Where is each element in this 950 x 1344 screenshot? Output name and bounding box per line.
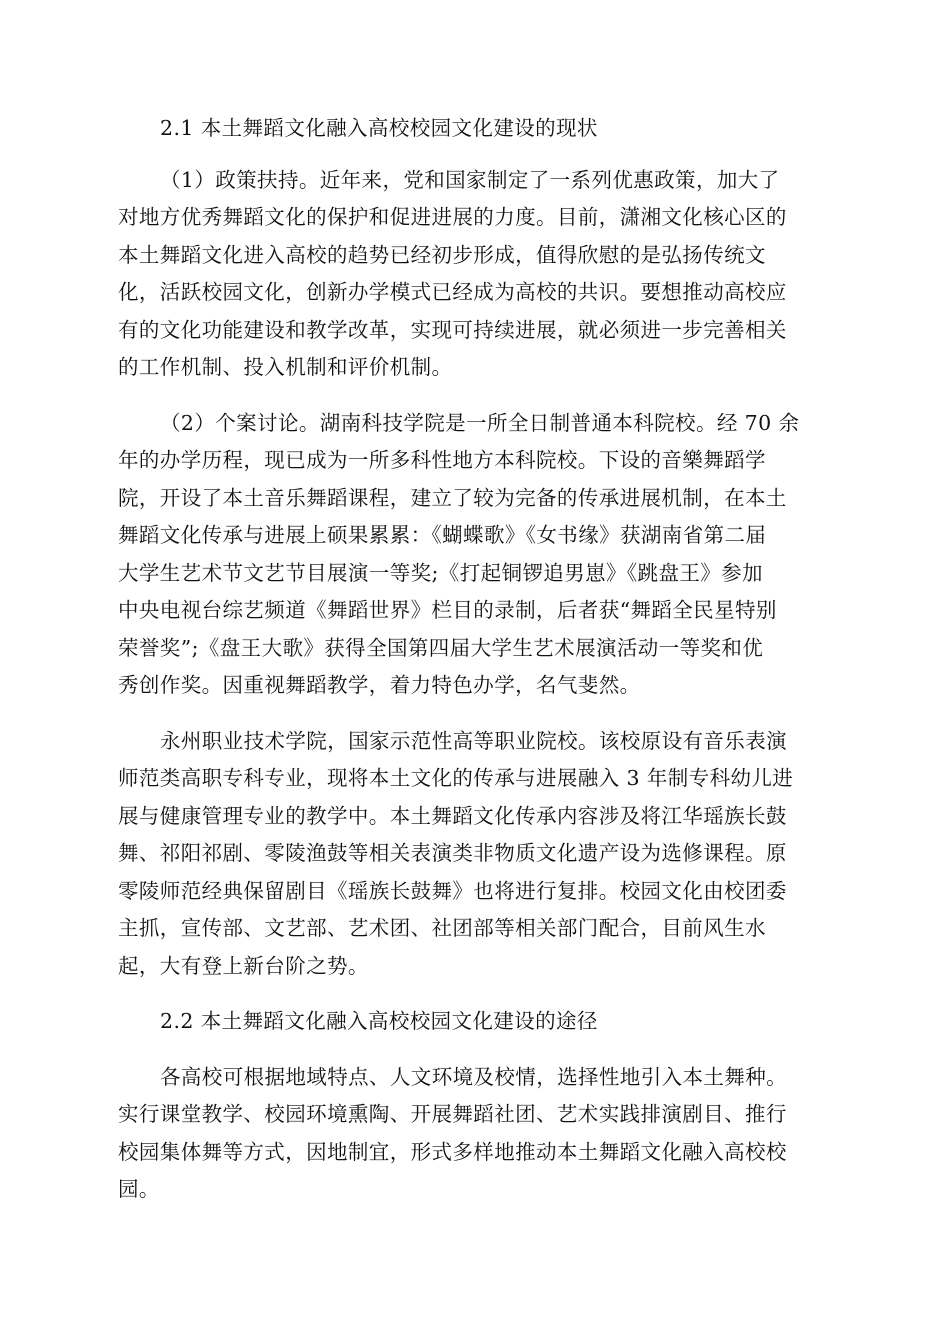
paragraph-line: 起，大有登上新台阶之势。 — [118, 953, 369, 978]
paragraph-line: 秀创作奖。因重视舞蹈教学，着力特色办学，名气斐然。 — [118, 673, 641, 697]
paragraph-line: 化，活跃校园文化，创新办学模式已经成为高校的共识。要想推动高校应 — [118, 280, 787, 304]
paragraph-line: 校园集体舞等方式，因地制宜，形式多样地推动本土舞蹈文化融入高校校 — [118, 1139, 787, 1164]
paragraph-line: 各高校可根据地域特点、人文环境及校情，选择性地引入本土舞种。 — [160, 1064, 787, 1089]
paragraph-line: 年的办学历程，现已成为一所多科性地方本科院校。下设的音樂舞蹈学 — [118, 448, 766, 472]
paragraph-policy-support — [118, 162, 830, 387]
paragraph-line: 舞蹈文化传承与进展上硕果累累：《蝴蝶歌》《女书缘》获湖南省第二届 — [118, 523, 767, 547]
paragraph-approaches — [118, 1059, 830, 1209]
paragraph-line: 舞、祁阳祁剧、零陵渔鼓等相关表演类非物质文化遗产设为选修课程。原 — [118, 841, 787, 865]
paragraph-line: 对地方优秀舞蹈文化的保护和促进进展的力度。目前，潇湘文化核心区的 — [118, 205, 787, 229]
paragraph-yongzhou-college — [118, 723, 830, 986]
paragraph-line: 大学生艺术节文艺节目展演一等奖;《打起铜锣追男崽》《跳盘王》参加 — [118, 560, 763, 585]
paragraph-line: 园。 — [118, 1177, 160, 1201]
paragraph-line: 主抓，宣传部、文艺部、艺术团、社团部等相关部门配合，目前风生水 — [118, 916, 766, 940]
paragraph-line: （2）个案讨论。湖南科技学院是一所全日制普通本科院校。经 70 余 — [160, 410, 800, 435]
paragraph-line: 师范类高职专科专业，现将本土文化的传承与进展融入 3 年制专科幼儿进 — [118, 766, 794, 790]
paragraph-line: 实行课堂教学、校园环境熏陶、开展舞蹈社团、艺术实践排演剧目、推行 — [118, 1102, 787, 1126]
paragraph-line: 有的文化功能建设和教学改革，实现可持续进展，就必须进一步完善相关 — [118, 317, 787, 342]
paragraph-case-study — [118, 405, 830, 705]
paragraph-line: 永州职业技术学院，国家示范性高等职业院校。该校原设有音乐表演 — [160, 728, 787, 753]
paragraph-line: 的工作机制、投入机制和评价机制。 — [118, 355, 453, 379]
section-heading-2-2: 2.2 本土舞蹈文化融入高校校园文化建设的途径 — [160, 1009, 598, 1033]
paragraph-line: 荣誉奖”;《盘王大歌》获得全国第四届大学生艺术展演活动一等奖和优 — [118, 635, 764, 660]
paragraph-line: 零陵师范经典保留剧目《瑶族长鼓舞》也将进行复排。校园文化由校团委 — [118, 878, 787, 903]
section-heading-2-1: 2.1 本土舞蹈文化融入高校校园文化建设的现状 — [160, 116, 598, 140]
paragraph-line: 中央电视台综艺频道《舞蹈世界》栏目的录制，后者获“舞蹈全民星特别 — [118, 598, 777, 622]
paragraph-line: （1）政策扶持。近年来，党和国家制定了一系列优惠政策，加大了 — [160, 167, 780, 192]
paragraph-line: 本土舞蹈文化进入高校的趋势已经初步形成，值得欣慰的是弘扬传统文 — [118, 242, 766, 267]
paragraph-line: 院，开设了本土音乐舞蹈课程，建立了较为完备的传承进展机制，在本土 — [118, 485, 787, 510]
document-page — [118, 110, 830, 1209]
paragraph-line: 展与健康管理专业的教学中。本土舞蹈文化传承内容涉及将江华瑶族长鼓 — [118, 803, 787, 828]
